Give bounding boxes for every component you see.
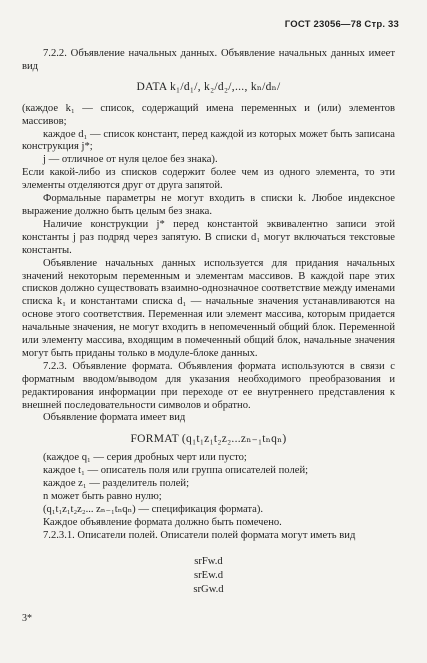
field-descriptor-list [22, 555, 395, 597]
paragraph-d-definition: каждое d₁ — список констант, перед каждой из которых может быть записана конструкция j*; [22, 128, 395, 153]
page-body [22, 48, 395, 597]
paragraph-n-definition: n может быть равно нулю; [43, 491, 162, 502]
section-7-2-3-format: 7.2.3. Объявление формата. Объявления формата используются в связи с форматным вводом/выводом для указания необходимого преобразования и редактирования информации при переходе от ее внутреннего представления к внешней последовательности символов и обратно. [22, 360, 395, 411]
paragraph-z-definition: каждое z₁ — разделитель полей; [43, 478, 190, 490]
paragraph-format-form: Объявление формата имеет вид [43, 412, 186, 424]
section-7-2-3-1-field-descriptors: 7.2.3.1. Описатели полей. Описатели полей формата могут иметь вид [43, 529, 356, 541]
paragraph-formal-params: Формальные параметры не могут входить в списки k. Любое индексное выражение должно быть целым без знака. [22, 193, 395, 217]
paragraph-format-spec: (q₁t₁z₁t₂z₂... zₙ₋₁tₙqₙ) — спецификация формата). [43, 503, 264, 515]
paragraph-k-definition: (каждое k₁ — список, содержащий имена переменных и (или) элементов массивов; [22, 102, 395, 127]
paragraph-format-labeled: Каждое объявление формата должно быть помечено. [43, 516, 282, 528]
paragraph-j-definition: j — отличное от нуля целое без знака). [43, 154, 218, 166]
descriptor-e: srEw.d [193, 569, 224, 581]
section-7-2-2-intro: 7.2.2. Объявление начальных данных. Объявление начальных данных имеет вид [22, 48, 395, 72]
descriptor-f: srFw.d [194, 555, 223, 567]
format-statement-formula: FORMAT (q₁t₁z₁t₂z₂...zₙ₋₁tₙqₙ) [130, 433, 287, 446]
paragraph-j-star: Наличие конструкции j* перед константой эквивалентно записи этой константы j раз подряд через запятую. В списки d₁ могут включаться текстовые константы. [22, 218, 395, 256]
descriptor-g: srGw.d [193, 583, 224, 595]
paragraph-q-definition: (каждое q₁ — серия дробных черт или пусто; [43, 452, 247, 464]
page-number: 3* [22, 613, 32, 624]
page-header: ГОСТ 23056—78 Стр. 33 [284, 19, 399, 30]
paragraph-lists-separator: Если какой-либо из списков содержит более чем из одного элемента, то эти элементы отделяются друг от друга запятой. [22, 167, 395, 192]
paragraph-initial-data-usage: Объявление начальных данных используется для придания начальных значений некоторым переменным и элементам массивов. В каждой паре этих списков должно существовать взаимно-однозначное соответствие между именами списка k₁ и константами списка d₁ — начальные значения устанавливаются на основе этого соответствия. Переменная или элемент массива, которым придается начальные значения, не могут входить в непомеченный общий блок. Переменной или элементу массива, входящим в помеченный общий блок, начальные значения могут быть приданы только в модуле-блоке данных. [22, 257, 395, 359]
paragraph-t-definition: каждое t₁ — описатель поля или группа описателей полей; [43, 465, 309, 477]
data-statement-formula: DATA k₁/d₁/, k₂/d₂/,..., kₙ/dₙ/ [136, 80, 281, 93]
